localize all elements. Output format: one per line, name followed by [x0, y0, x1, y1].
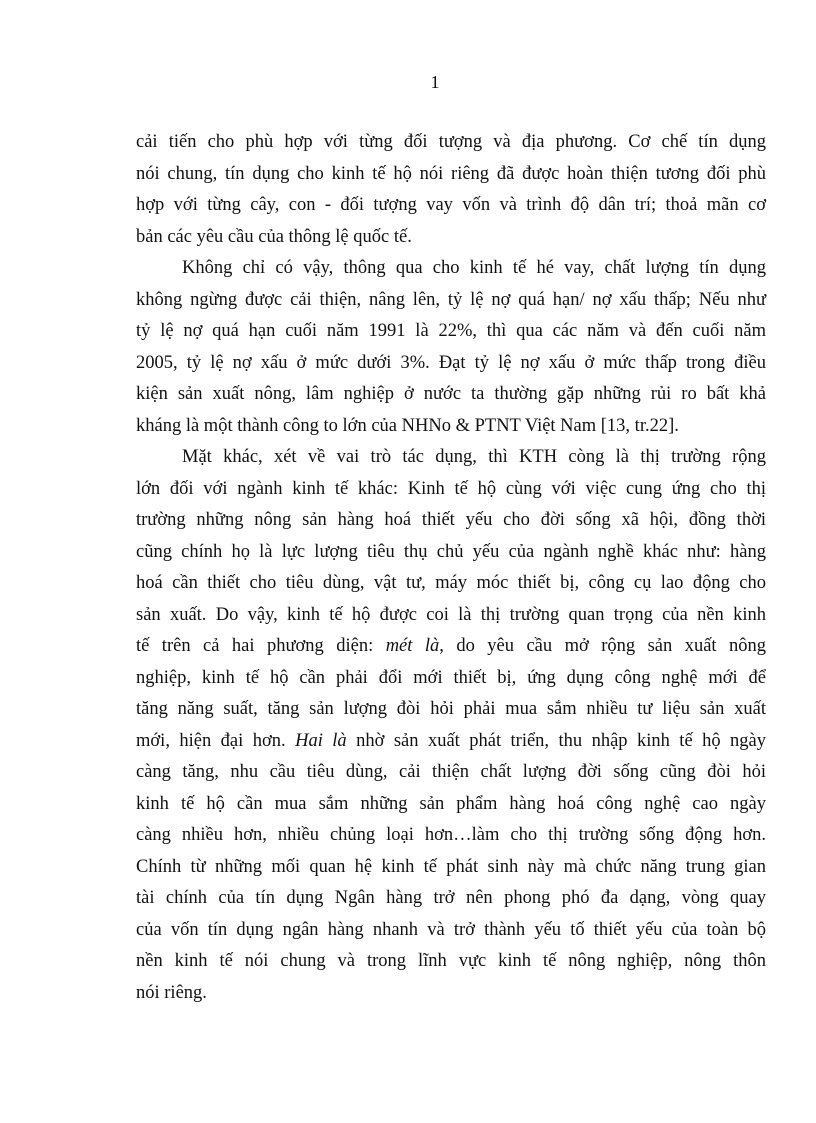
text-line: [136, 631, 766, 663]
text-line: càng tăng, nhu cầu tiêu dùng, cải thiện chất lượng đời sống cũng đòi hỏi: [136, 762, 766, 782]
text-line: nói riêng.: [136, 982, 207, 1003]
text-line: hoá cần thiết cho tiêu dùng, vật tư, máy móc thiết bị, công cụ lao động cho: [136, 573, 766, 593]
text-line: trường những nông sản hàng hoá thiết yếu cho đời sống xã hội, đồng thời: [136, 510, 766, 530]
text-line: 2005, tỷ lệ nợ xấu ở mức dưới 3%. Đạt tỷ lệ nợ xấu ở mức thấp trong điều: [136, 352, 766, 373]
text-line: tài chính của tín dụng Ngân hàng trở nên phong phó đa dạng, vòng quay: [136, 888, 766, 908]
text-line: lớn đối với ngành kinh tế khác: Kinh tế hộ cùng với việc cung ứng cho thị: [136, 478, 766, 499]
text-line: nghiệp, kinh tế hộ cần phải đổi mới thiết bị, ứng dụng công nghệ mới để: [136, 667, 766, 688]
text-line: tỷ lệ nợ quá hạn cuối năm 1991 là 22%, thì qua các năm và đến cuối năm: [136, 321, 766, 341]
paragraph: [136, 442, 766, 1009]
emphasis-text: Hai là: [295, 730, 347, 751]
text-run: tế trên cả hai phương diện:: [136, 636, 386, 656]
document-body: [136, 127, 766, 1009]
text-line: cải tiến cho phù hợp với từng đối tượng và địa phương. Cơ chế tín dụng: [136, 132, 766, 152]
paragraph: [136, 127, 766, 253]
text-line: kháng là một thành công to lớn của NHNo & PTNT Việt Nam [13, tr.22].: [136, 415, 679, 436]
text-line: Không chỉ có vậy, thông qua cho kinh tế hé vay, chất lượng tín dụng: [182, 258, 766, 278]
text-line: tăng năng suất, tăng sản lượng đòi hỏi phải mua sắm nhiều tư liệu sản xuất: [136, 699, 766, 719]
text-line: Chính từ những mối quan hệ kinh tế phát sinh này mà chức năng trung gian: [136, 856, 766, 877]
emphasis-text: mét là: [385, 636, 440, 656]
text-line: [136, 726, 766, 758]
text-line: nền kinh tế nói chung và trong lĩnh vực kinh tế nông nghiệp, nông thôn: [136, 951, 766, 971]
text-run: nhờ sản xuất phát triển, thu nhập kinh tế hộ ngày: [346, 730, 767, 751]
text-line: không ngừng được cải thiện, nâng lên, tỷ lệ nợ quá hạn/ nợ xấu thấp; Nếu như: [136, 289, 766, 310]
text-line: nói chung, tín dụng cho kinh tế hộ nói riêng đã được hoàn thiện tương đối phù: [136, 163, 766, 184]
text-line: càng nhiều hơn, nhiều chủng loại hơn…làm cho thị trường sống động hơn.: [136, 825, 766, 845]
paragraph: [136, 253, 766, 442]
text-line: bản các yêu cầu của thông lệ quốc tế.: [136, 226, 412, 247]
text-run: , do yêu cầu mở rộng sản xuất nông: [439, 636, 767, 656]
text-line: cũng chính họ là lực lượng tiêu thụ chủ yếu của ngành nghề khác như: hàng: [136, 541, 766, 562]
text-run: mới, hiện đại hơn.: [136, 730, 296, 751]
text-line: của vốn tín dụng ngân hàng nhanh và trở thành yếu tố thiết yếu của toàn bộ: [136, 919, 766, 940]
text-line: Mặt khác, xét về vai trò tác dụng, thì KTH còng là thị trường rộng: [182, 447, 766, 467]
text-line: sản xuất. Do vậy, kinh tế hộ được coi là thị trường quan trọng của nền kinh: [136, 604, 766, 625]
text-line: hợp với từng cây, con - đối tượng vay vốn và trình độ dân trí; thoả mãn cơ: [136, 195, 766, 215]
page-number: 1: [430, 72, 440, 92]
text-line: kiện sản xuất nông, lâm nghiệp ở nước ta thường gặp những rủi ro bất khả: [136, 384, 766, 404]
text-line: kinh tế hộ cần mua sắm những sản phẩm hàng hoá công nghệ cao ngày: [136, 793, 766, 814]
